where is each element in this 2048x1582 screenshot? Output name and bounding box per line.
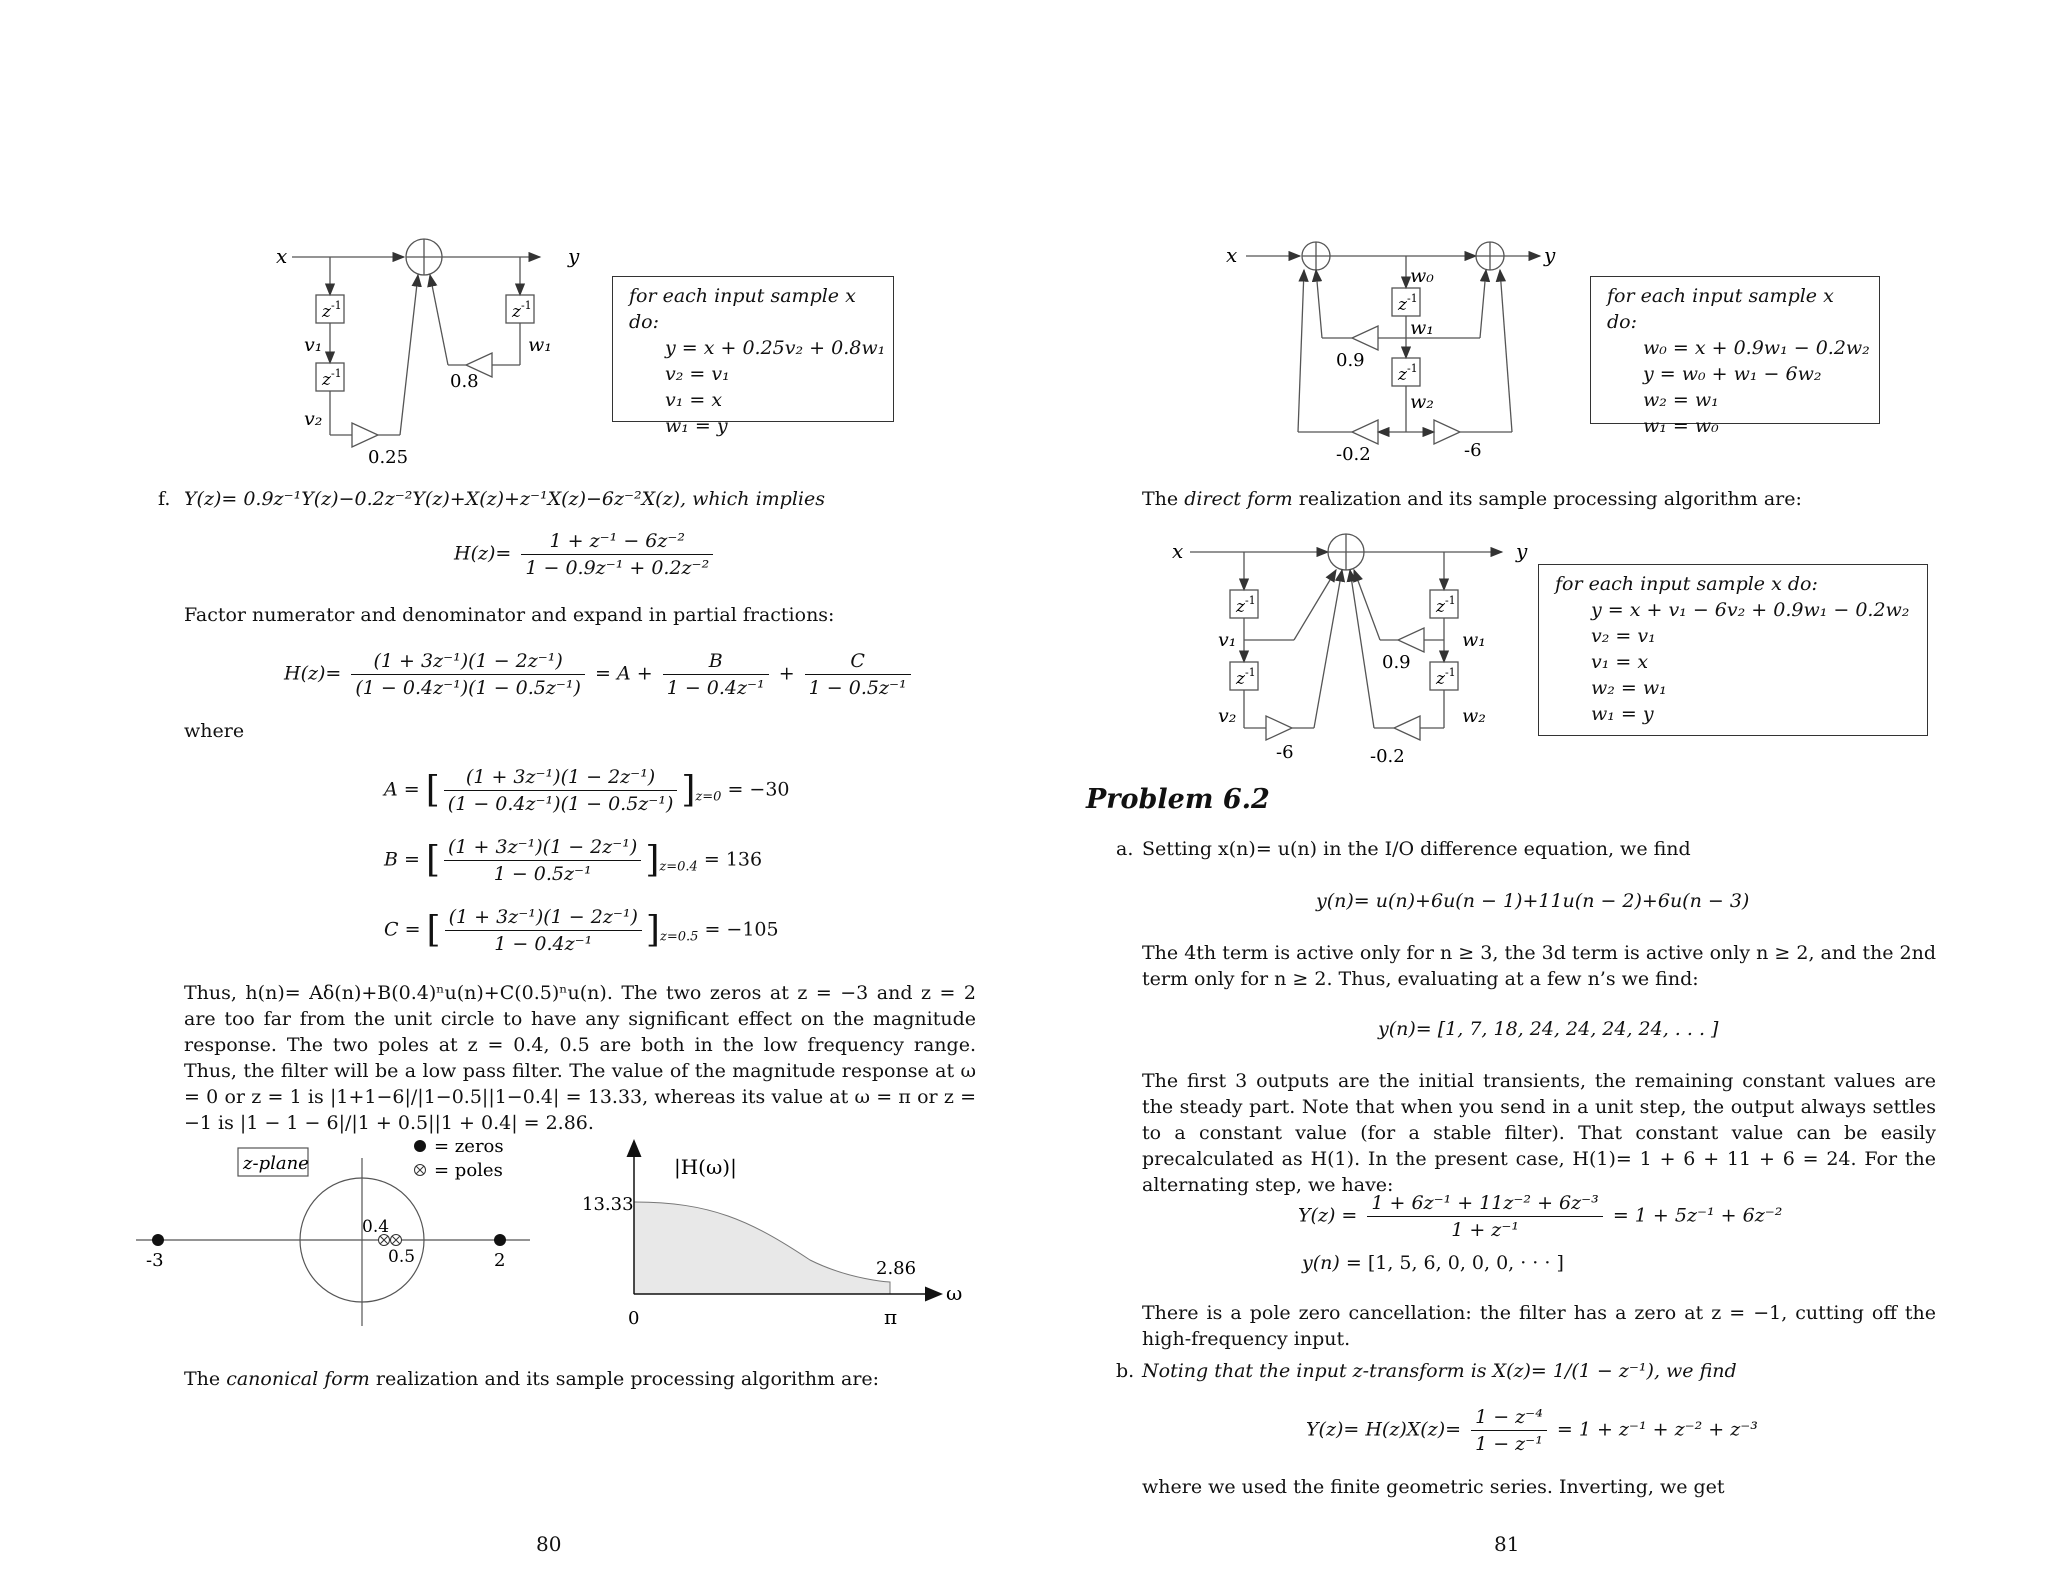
zero-marker xyxy=(152,1234,164,1246)
diag1-z3-label: $z^{-1}$ xyxy=(512,299,532,322)
hz-num: 1 + z⁻¹ − 6z⁻² xyxy=(521,528,713,555)
mag-xaxis: ω xyxy=(946,1281,963,1305)
pf-den: (1 − 0.4z⁻¹)(1 − 0.5z⁻¹) xyxy=(355,677,581,699)
diag3-z1-label: $z^{-1}$ xyxy=(1236,594,1256,617)
diag3-y-label: y xyxy=(1516,539,1528,563)
zplane-title: z-plane xyxy=(243,1153,309,1174)
diag2-gain-m02: -0.2 xyxy=(1336,444,1371,465)
diag3-w2-label: w₂ xyxy=(1462,705,1486,727)
canonical-pre: The xyxy=(184,1368,227,1390)
magnitude-response-plot xyxy=(570,1130,970,1330)
coef-b-num: (1 + 3z⁻¹)(1 − 2z⁻¹) xyxy=(444,834,641,861)
page-number-right: 81 xyxy=(1494,1532,1520,1556)
legend-poles: = poles xyxy=(434,1160,503,1181)
para-last: where we used the finite geometric series. Inverting, we get xyxy=(1142,1476,1725,1498)
coef-a-lhs: A = xyxy=(384,778,420,801)
algorithm-head: for each input sample x do: xyxy=(1607,285,1834,333)
direct-text xyxy=(1142,486,1802,512)
algorithm-head: for each input sample x do: xyxy=(1555,573,1818,595)
coef-c-equation: C = [ $\frac{\text{(1 + 3z⁻¹)(1 − 2z⁻¹)}}{\text{1 − 0.4z⁻¹}}$ ]$_{z=0.5} = -105$ xyxy=(384,906,779,955)
mag-x0: 0 xyxy=(628,1308,640,1329)
zplane-label-05: 0.5 xyxy=(388,1247,416,1267)
diag2-gain-m6: -6 xyxy=(1464,440,1482,461)
item-b-text: Noting that the input z-transform is X(z)= 1/(1 − z⁻¹), we find xyxy=(1142,1360,1737,1382)
item-a-text: Setting x(n)= u(n) in the I/O difference equation, we find xyxy=(1142,838,1691,860)
algorithm-line: w₂ = w₁ xyxy=(1591,677,1667,699)
pf-bden: 1 − 0.4z⁻¹ xyxy=(666,677,765,699)
algorithm-line: w₁ = y xyxy=(665,415,728,437)
eq-yn xyxy=(1302,1250,1564,1276)
pf-mid: = A + xyxy=(595,662,653,685)
item-f-label: f. xyxy=(158,488,171,510)
coef-b-den: 1 − 0.5z⁻¹ xyxy=(493,863,592,885)
pf-lhs: H(z)= xyxy=(284,662,342,685)
diag1-v1-label: v₁ xyxy=(304,334,323,356)
algorithm-box-3 xyxy=(1538,564,1928,736)
diag3-z3-label: $z^{-1}$ xyxy=(1436,594,1456,617)
factor-text: Factor numerator and denominator and expand in partial fractions: xyxy=(184,604,835,626)
diag2-gain-09: 0.9 xyxy=(1336,350,1365,371)
diag2-w0-label: w₀ xyxy=(1410,265,1434,287)
diag3-gain-09: 0.9 xyxy=(1382,652,1411,673)
eq-y1: y(n)= u(n)+6u(n − 1)+11u(n − 2)+6u(n − 3) xyxy=(1316,890,1750,912)
diag3-z4-label: $z^{-1}$ xyxy=(1436,666,1456,689)
algorithm-line: v₂ = v₁ xyxy=(665,363,730,385)
diag1-z2-label: $z^{-1}$ xyxy=(322,367,342,390)
canonical-em: canonical form xyxy=(226,1368,370,1390)
hz-equation xyxy=(454,528,717,581)
coef-b-rhs: = 136 xyxy=(703,848,763,871)
eq-Y xyxy=(1298,1190,1782,1243)
coef-a-rhs: = −30 xyxy=(727,778,790,801)
coef-a-num: (1 + 3z⁻¹)(1 − 2z⁻¹) xyxy=(444,764,678,791)
z-plane-plot xyxy=(130,1130,550,1340)
hz-lhs: H(z)= xyxy=(454,542,512,565)
mag-title: |H(ω)| xyxy=(674,1155,737,1179)
eq-b-lhs: Y(z)= H(z)X(z)= xyxy=(1306,1418,1462,1441)
item-b-label: b. xyxy=(1116,1360,1135,1382)
legend-zero-marker xyxy=(414,1140,426,1152)
algorithm-line: y = w₀ + w₁ − 6w₂ xyxy=(1643,363,1822,385)
eq-Y-num: 1 + 6z⁻¹ + 11z⁻² + 6z⁻³ xyxy=(1367,1190,1602,1217)
coef-a-den: (1 − 0.4z⁻¹)(1 − 0.5z⁻¹) xyxy=(447,793,674,815)
direct-pre: The xyxy=(1142,488,1185,510)
pf-bnum: B xyxy=(663,648,769,675)
algorithm-line: v₁ = x xyxy=(1591,651,1649,673)
algorithm-line: y = x + 0.25v₂ + 0.8w₁ xyxy=(665,337,886,359)
page-number-left: 80 xyxy=(536,1532,562,1556)
pf-cden: 1 − 0.5z⁻¹ xyxy=(808,677,907,699)
diag3-v1-label: v₁ xyxy=(1218,629,1237,651)
canonical-post: realization and its sample processing algorithm are: xyxy=(369,1368,880,1390)
legend-zeros: = zeros xyxy=(434,1136,504,1157)
diag1-v2-label: v₂ xyxy=(304,408,323,430)
mag-xpi: π xyxy=(884,1305,898,1329)
pf-num: (1 + 3z⁻¹)(1 − 2z⁻¹) xyxy=(351,648,585,675)
diag2-x-label: x xyxy=(1226,243,1238,267)
partial-fraction-equation xyxy=(284,648,915,701)
block-diagram-1 xyxy=(270,235,600,475)
diag1-x-label: x xyxy=(276,244,288,268)
item-f-text: Y(z)= 0.9z⁻¹Y(z)−0.2z⁻²Y(z)+X(z)+z⁻¹X(z)−6z⁻²X(z), which implies xyxy=(184,488,825,510)
pole-marker xyxy=(391,1235,402,1246)
algorithm-head: for each input sample x do: xyxy=(629,285,856,333)
coef-b-equation: B = [ $\frac{\text{(1 + 3z⁻¹)(1 − 2z⁻¹)}}{\text{1 − 0.5z⁻¹}}$ ]$_{z=0.4} = 136$ xyxy=(384,836,763,885)
eq-b-num: 1 − z⁻⁴ xyxy=(1471,1404,1547,1431)
item-a-label: a. xyxy=(1116,838,1134,860)
problem-heading: Problem 6.2 xyxy=(1086,784,1270,815)
coef-a-sub: z=0 xyxy=(695,789,722,805)
diag3-x-label: x xyxy=(1172,539,1184,563)
block-diagram-2 xyxy=(1224,232,1554,472)
zplane-label-m3: -3 xyxy=(146,1250,164,1271)
hz-den: 1 − 0.9z⁻¹ + 0.2z⁻² xyxy=(525,557,710,579)
diag3-v2-label: v₂ xyxy=(1218,705,1237,727)
algorithm-box-1 xyxy=(612,276,894,437)
para-pole-zero: There is a pole zero cancellation: the filter has a zero at z = −1, cutting off the high-frequency input. xyxy=(1142,1302,1936,1350)
direct-post: realization and its sample processing algorithm are: xyxy=(1292,488,1802,510)
coef-b-sub: z=0.4 xyxy=(659,859,698,875)
diag1-w1-label: w₁ xyxy=(528,334,552,356)
diag2-z2-label: $z^{-1}$ xyxy=(1398,362,1418,385)
para-4th-term: The 4th term is active only for n ≥ 3, the 3d term is active only n ≥ 2, and the 2nd term only for n ≥ 2. Thus, evaluating at a few n’s we find: xyxy=(1142,942,1936,990)
diag3-gain-m6: -6 xyxy=(1276,742,1294,763)
magnitude-response-area xyxy=(634,1202,890,1294)
eq-Y-rhs: = 1 + 5z⁻¹ + 6z⁻² xyxy=(1612,1204,1783,1227)
algorithm-line: w₁ = y xyxy=(1591,703,1654,725)
coef-c-sub: z=0.5 xyxy=(659,929,699,945)
eq-b-den: 1 − z⁻¹ xyxy=(1475,1433,1543,1455)
coef-c-den: 1 − 0.4z⁻¹ xyxy=(494,933,593,955)
diag3-z2-label: $z^{-1}$ xyxy=(1236,666,1256,689)
coef-c-rhs: = −105 xyxy=(704,918,779,941)
eq-b xyxy=(1306,1404,1758,1457)
zplane-label-2: 2 xyxy=(494,1250,506,1271)
algorithm-line: w₂ = w₁ xyxy=(1643,389,1719,411)
algorithm-line: y = x + v₁ − 6v₂ + 0.9w₁ − 0.2w₂ xyxy=(1591,599,1910,621)
diag2-w1-label: w₁ xyxy=(1410,317,1434,339)
coef-c-lhs: C = xyxy=(384,918,421,941)
diag2-w2-label: w₂ xyxy=(1410,391,1434,413)
legend-pole-marker xyxy=(415,1165,426,1176)
zplane-label-04: 0.4 xyxy=(362,1217,390,1237)
mag-y-end: 2.86 xyxy=(876,1258,917,1279)
direct-em: direct form xyxy=(1184,488,1293,510)
mag-y-top: 13.33 xyxy=(582,1194,634,1215)
para-first-3: The first 3 outputs are the initial transients, the remaining constant values are the steady part. Note that when you send in a unit step, the output always settles to a constant value (for a stable filter). That constant value can be easily precalculated as H(1). In the present case, H(1)= 1 + 6 + 11 + 6 = 24. For the alternating step, we have: xyxy=(1142,1070,1936,1196)
algorithm-line: v₁ = x xyxy=(665,389,723,411)
diag1-z1-label: $z^{-1}$ xyxy=(322,299,342,322)
algorithm-box-2 xyxy=(1590,276,1880,437)
diag2-z1-label: $z^{-1}$ xyxy=(1398,292,1418,315)
where-text: where xyxy=(184,720,245,742)
eq-y2: y(n)= [1, 7, 18, 24, 24, 24, 24, . . . ] xyxy=(1378,1018,1719,1040)
diag3-gain-m02: -0.2 xyxy=(1370,746,1405,767)
pf-plus: + xyxy=(778,662,795,685)
algorithm-line: v₂ = v₁ xyxy=(1591,625,1656,647)
eq-b-rhs: = 1 + z⁻¹ + z⁻² + z⁻³ xyxy=(1556,1418,1758,1441)
algorithm-line: w₀ = x + 0.9w₁ − 0.2w₂ xyxy=(1643,337,1870,359)
eq-Y-den: 1 + z⁻¹ xyxy=(1451,1219,1519,1241)
diag1-gain-08: 0.8 xyxy=(450,371,479,392)
zero-marker xyxy=(494,1234,506,1246)
block-diagram-3 xyxy=(1154,528,1554,768)
coef-c-num: (1 + 3z⁻¹)(1 − 2z⁻¹) xyxy=(445,904,642,931)
right-page xyxy=(1024,0,2048,1582)
thus-paragraph: Thus, h(n)= Aδ(n)+B(0.4)ⁿu(n)+C(0.5)ⁿu(n). The two zeros at z = −3 and z = 2 are too far from the unit circle to have any significant effect on the magnitude response. The two poles at z = 0.4, 0.5 are both in the low frequency range. Thus, the filter will be a low pass filter. The value of the magnitude response at ω = 0 or z = 1 is |1+1−6|/|1−0.5||1−0.4| = 13.33, whereas its value at ω = π or z = −1 is |1 − 1 − 6|/|1 + 0.5||1 + 0.4| = 2.86. xyxy=(184,982,976,1134)
pf-cnum: C xyxy=(805,648,911,675)
diag1-y-label: y xyxy=(568,244,580,268)
diag1-gain-025: 0.25 xyxy=(368,447,409,468)
diag2-y-label: y xyxy=(1544,243,1556,267)
eq-yn-rhs: [1, 5, 6, 0, 0, 0, · · · ] xyxy=(1367,1252,1564,1274)
coef-b-lhs: B = xyxy=(384,848,420,871)
canonical-text xyxy=(184,1366,879,1392)
coef-a-equation: A = [ $\frac{\text{(1 + 3z⁻¹)(1 − 2z⁻¹)}}{\text{(1 − 0.4z⁻¹)(1 − 0.5z⁻¹)}}$ ]$_{z=0} = -30$ xyxy=(384,766,790,815)
algorithm-line: w₁ = w₀ xyxy=(1643,415,1719,437)
diag3-w1-label: w₁ xyxy=(1462,629,1486,651)
eq-Y-lhs: Y(z) = xyxy=(1298,1204,1358,1227)
eq-yn-lhs: y(n) = xyxy=(1302,1252,1362,1274)
